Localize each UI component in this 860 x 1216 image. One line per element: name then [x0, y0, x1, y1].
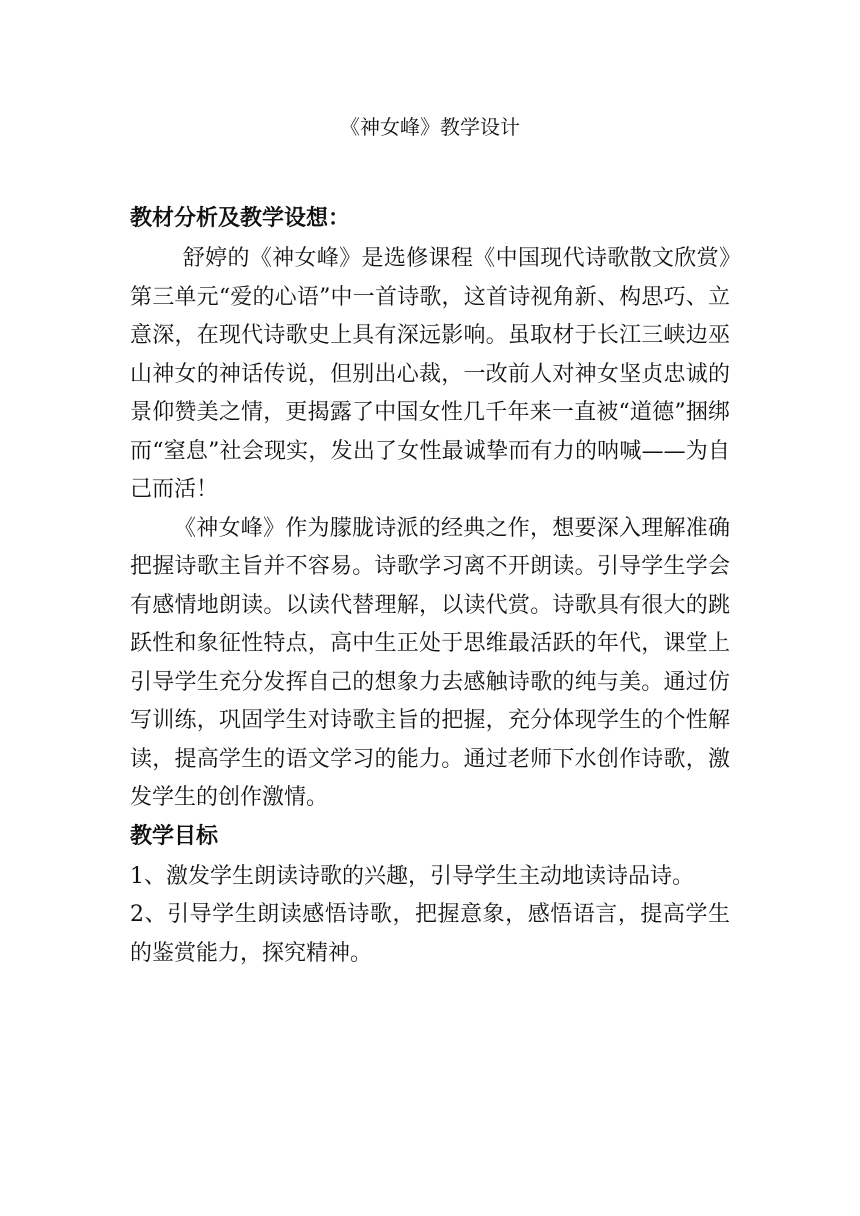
section-heading-analysis: 教材分析及教学设想： [130, 206, 351, 231]
document-title: 《神女峰》教学设计 [340, 115, 520, 139]
section-heading-goals: 教学目标 [130, 823, 219, 849]
goal-item-1: 1、激发学生朗读诗歌的兴趣，引导学生主动地读诗品诗。 [130, 863, 694, 889]
paragraph-intro: 舒婷的《神女峰》是选修课程《中国现代诗歌散文欣赏》第三单元“爱的心语”中一首诗歌，这首诗视角新、构思巧、立意深，在现代诗歌史上具有深远影响。虽取材于长江三峡边巫山神女的神话传说，但别出心裁，一改前人对神女坚贞忠诚的景仰赞美之情，更揭露了中国女性几千年来一直被“道德”捆绑而“窒息”社会现实，发出了女性最诚挚而有力的呐喊——为自己而活！ [130, 246, 730, 502]
goal-item-2: 2、引导学生朗读感悟诗歌，把握意象，感悟语言，提高学生的鉴赏能力，探究精神。 [130, 902, 730, 966]
document-body [130, 200, 730, 973]
paragraph-teaching-idea: 《神女峰》作为朦胧诗派的经典之作，想要深入理解准确把握诗歌主旨并不容易。诗歌学习离不开朗读。引导学生学会有感情地朗读。以读代替理解，以读代赏。诗歌具有很大的跳跃性和象征性特点，高中生正处于思维最活跃的年代，课堂上引导学生充分发挥自己的想象力去感触诗歌的纯与美。通过仿写训练，巩固学生对诗歌主旨的把握，充分体现学生的个性解读，提高学生的语文学习的能力。通过老师下水创作诗歌，激发学生的创作激情。 [130, 515, 730, 810]
